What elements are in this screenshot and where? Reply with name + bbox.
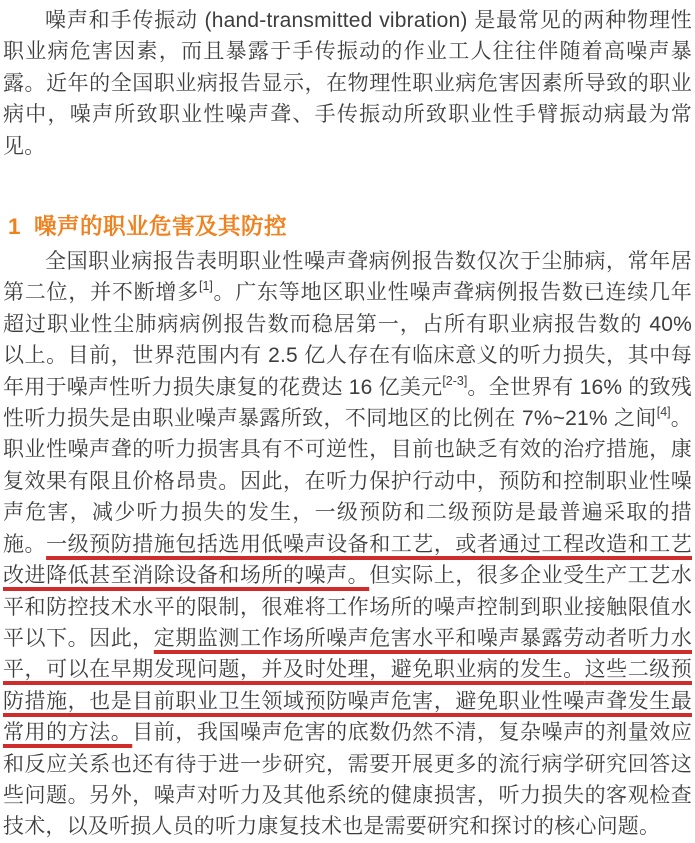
section-number: 1 bbox=[8, 214, 22, 240]
red-underlined-text: 这些二级预防措施，也是目前职业卫生领域预防噪声危害，避免职业性噪声聋发生最常用的方法。 bbox=[3, 658, 692, 745]
text-run: 。广东等地区职业性噪声聋病例报告数已连续几年超过职业性尘肺病病例报告数而稳居第一，占所有职业病报告数的 40% 以上。目前，世界范围内有 2.5 亿人存在有临床意义的听力损失，其中每年用于噪声性听力损失康复的花费达 16 亿美元 bbox=[3, 281, 692, 399]
text-run: 噪声和手传振动 (hand-transmitted vibration) 是最常见的两种物理性职业病危害因素，而且暴露于手传振动的作业工人往往伴随着高噪声暴露。近年的全国职业病报告显示，在物理性职业病危害因素所导致的职业病中，噪声所致职业性噪声聋、手传振动所致职业性手臂振动病最为常见。 bbox=[3, 9, 692, 158]
section-title: 噪声的职业危害及其防控 bbox=[34, 214, 288, 240]
intro-paragraph bbox=[3, 5, 692, 162]
red-underlined-text: 定期监测工作场所噪声危害水平和噪声暴露劳动者听力水平，可以在早期发现问题，并及时处理，避免职业病的发生。 bbox=[3, 626, 692, 682]
text-run: 。全世界有 16% 的致残性听力损失是由职业噪声暴露所致，不同地区的比例在 7%~21% 之间 bbox=[3, 375, 692, 431]
text-run: 但实际上，很多企业受生产工艺水平和防控技术水平的限制，很难将工作场所的噪声控制到职业接触限值水平以下。因此， bbox=[3, 564, 693, 650]
section-heading bbox=[8, 213, 692, 241]
citation-ref: [4] bbox=[656, 405, 671, 420]
text-run: 目前，我国噪声危害的底数仍然不清，复杂噪声的剂量效应和反应关系也还有待于进一步研究，需要开展更多的流行病学研究回答这些问题。另外，噪声对听力及其他系统的健康损害，听力损失的客观检查技术，以及听损人员的听力康复技术也是需要研究和探讨的核心问题。 bbox=[3, 721, 692, 839]
red-underlined-text: 一级预防措施包括选用低噪声设备和工艺，或者通过工程改造和工艺改进降低甚至消除设备和场所的噪声。 bbox=[3, 532, 693, 588]
body-paragraph bbox=[3, 246, 692, 843]
citation-ref: [1] bbox=[199, 279, 213, 294]
citation-ref: [2-3] bbox=[442, 373, 468, 388]
text-run: 。职业性噪声聋的听力损害具有不可逆性，目前也缺乏有效的治疗措施，康复效果有限且价格昂贵。因此，在听力保护行动中，预防和控制职业性噪声危害，减少听力损失的发生，一级预防和二级预防是最普遍采取的措施。 bbox=[3, 407, 692, 556]
text-run: 全国职业病报告表明职业性噪声聋病例报告数仅次于尘肺病，常年居第二位，并不断增多 bbox=[3, 250, 692, 305]
